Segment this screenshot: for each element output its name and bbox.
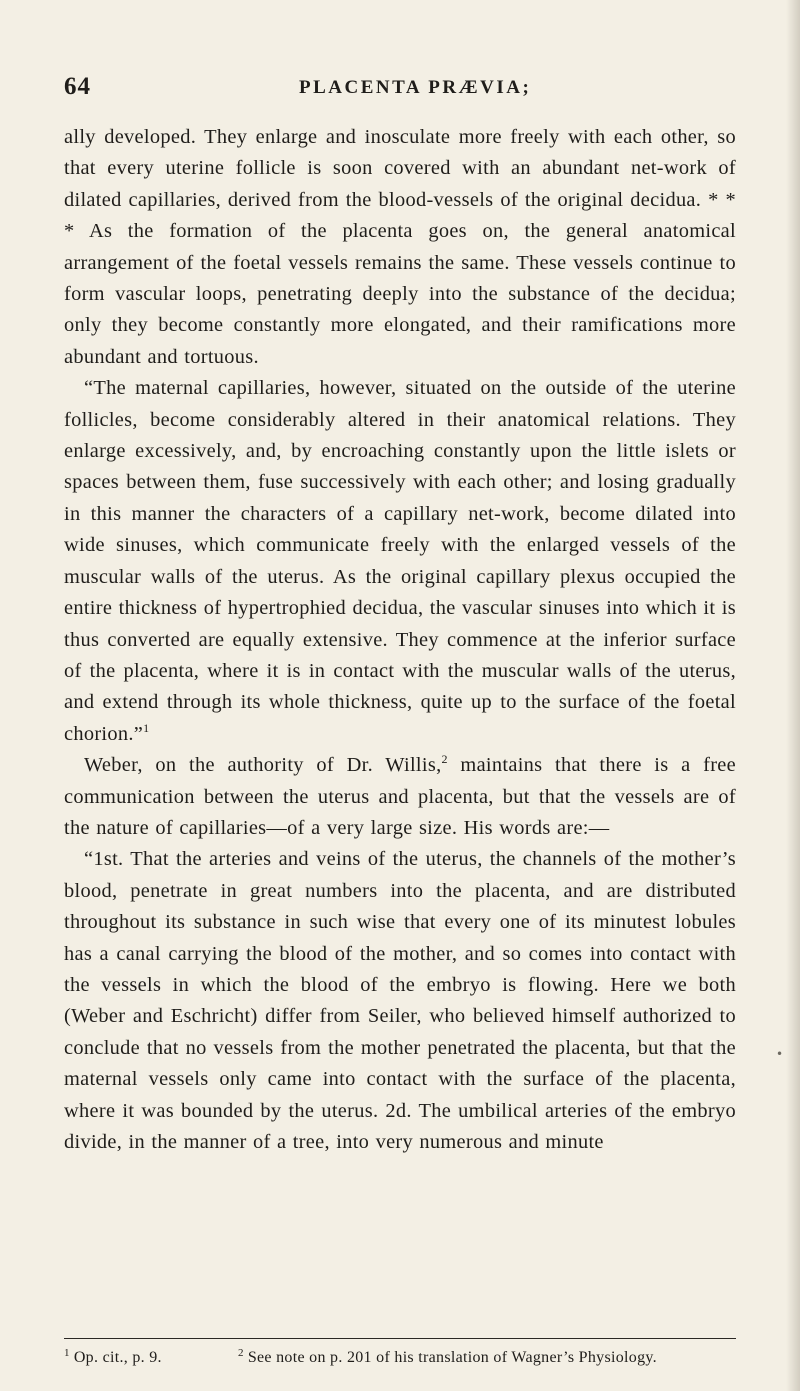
running-head: PLACENTA PRÆVIA;: [299, 77, 532, 98]
footnote-divider: [64, 1338, 736, 1339]
footnote-ref: 2: [441, 752, 448, 767]
page-header: [64, 73, 714, 103]
page-edge-shadow: [786, 0, 800, 1391]
paragraph-3: [64, 750, 736, 844]
paragraph-4: [64, 844, 736, 1158]
margin-speck: •: [776, 1047, 784, 1061]
body-text: [64, 122, 736, 1158]
page-number: 64: [64, 73, 91, 100]
paragraph-text: maintains that there is a free communication between the uterus and placenta, but that the vessels are of the nature of capillaries—of a very large size. His words are:—: [64, 754, 736, 839]
paragraph-text: ally developed. They enlarge and inosculate more freely with each other, so that every uterine follicle is soon covered with an abundant net-work of dilated capillaries, derived from the blood-vessels of the original decidua. * * * As the formation of the placenta goes on, the general anatomical arrangement of the foetal vessels remains the same. These vessels continue to form vascular loops, penetrating deeply into the substance of the decidua; only they become constantly more elongated, and their ramifications more abundant and tortuous.: [64, 126, 736, 368]
footnote-1: [64, 1341, 162, 1370]
paragraph-text: “1st. That the arteries and veins of the uterus, the channels of the mother’s blood, penetrate in great numbers into the placenta, and are distributed throughout its substance in such wise that every one of its minutest lobules has a canal carrying the blood of the mother, and so comes into contact with the vessels in which the blood of the embryo is flowing. Here we both (Weber and Eschricht) differ from Seiler, who believed himself authorized to conclude that no vessels from the mother penetrated the placenta, but that the maternal vessels only came into contact with the surface of the placenta, where it was bounded by the uterus. 2d. The umbilical arteries of the embryo divide, in the manner of a tree, into very numerous and minute: [64, 848, 736, 1153]
paragraph-2: [64, 373, 736, 750]
paragraph-1: [64, 122, 736, 373]
footnote-2-text: See note on p. 201 of his translation of Wagner’s Physiology.: [247, 1349, 657, 1366]
footnote-1-text: Op. cit., p. 9.: [73, 1349, 162, 1366]
footnote-2-mark: 2: [238, 1347, 244, 1359]
paragraph-text: “The maternal capillaries, however, situated on the outside of the uterine follicles, become considerably altered in their anatomical relations. They enlarge excessively, and, by encroaching constantly upon the little islets or spaces between them, fuse successively with each other; and losing gradually in this manner the characters of a capillary net-work, become dilated into wide sinuses, which communicate freely with the enlarged vessels of the muscular walls of the uterus. As the original capillary plexus occupied the entire thickness of hypertrophied decidua, the vascular sinuses into which it is thus converted are equally extensive. They commence at the inferior surface of the placenta, where it is in contact with the muscular walls of the uterus, and extend through its whole thickness, quite up to the surface of the foetal chorion.”: [64, 377, 736, 745]
footnote-ref: 1: [143, 720, 150, 735]
footnote-1-mark: 1: [64, 1347, 70, 1359]
paragraph-text: Weber, on the authority of Dr. Willis,: [84, 754, 442, 777]
footnote-2: [238, 1341, 657, 1370]
